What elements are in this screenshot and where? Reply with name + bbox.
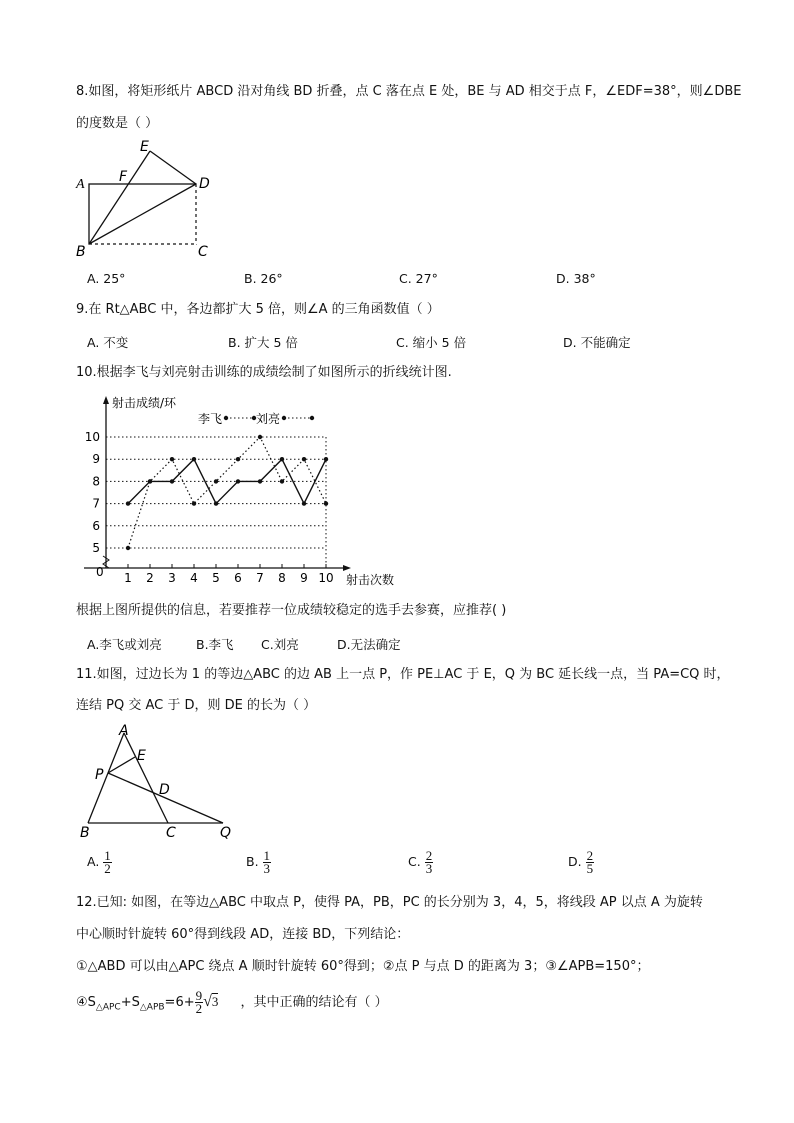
q12-text-line1: 12.已知: 如图，在等边△ABC 中取点 P，使得 PA，PB，PC 的长分别为 3，4，5，将线段 AP 以点 A 为旋转 xyxy=(76,895,703,910)
legend-label-2: 刘亮 xyxy=(256,412,281,426)
x-tick-10: 10 xyxy=(318,571,334,585)
chart-series xyxy=(126,435,328,550)
numerator: 1 xyxy=(263,848,271,863)
series-1-point-6 xyxy=(236,479,240,483)
series-2-point-6 xyxy=(236,457,240,461)
x-tick-2: 2 xyxy=(146,571,154,585)
fraction xyxy=(103,850,112,875)
x-axis-arrow xyxy=(343,565,351,571)
series-1-point-10 xyxy=(324,457,328,461)
q11-option-a[interactable] xyxy=(87,850,112,875)
x-tick-3: 3 xyxy=(168,571,176,585)
fraction xyxy=(263,850,272,875)
segment-be xyxy=(89,151,150,244)
legend-dot-end-2 xyxy=(310,416,314,420)
series-1-point-3 xyxy=(170,479,174,483)
q9-text: 9.在 Rt△ABC 中，各边都扩大 5 倍，则∠A 的三角函数值（ ） xyxy=(76,302,440,317)
fraction xyxy=(425,850,434,875)
series-1-point-5 xyxy=(214,501,218,505)
q9-option-d[interactable]: D. 不能确定 xyxy=(563,335,631,350)
x-axis-label: 射击次数 xyxy=(346,573,395,587)
denominator: 2 xyxy=(195,1001,203,1016)
axis-break xyxy=(103,556,109,568)
q8-text-line2: 的度数是（ ） xyxy=(76,116,159,131)
option-prefix: C. xyxy=(408,854,421,869)
q10-text: 10.根据李飞与刘亮射击训练的成绩绘制了如图所示的折线统计图. xyxy=(76,365,452,380)
denominator: 5 xyxy=(586,861,594,876)
q8-rectangle-fold-figure xyxy=(70,138,230,263)
sqrt-radicand: 3 xyxy=(211,994,219,1009)
fraction-nine-halves xyxy=(195,990,204,1015)
series-2-point-2 xyxy=(148,479,152,483)
denominator: 3 xyxy=(263,861,271,876)
q11-option-c[interactable] xyxy=(408,850,433,875)
label-e: E xyxy=(140,139,149,155)
segment-pq xyxy=(108,773,223,823)
label-b: B xyxy=(76,244,86,260)
q11-text-line1: 11.如图，过边长为 1 的等边△ABC 的边 AB 上一点 P，作 PE⊥AC 于 E，Q 为 BC 延长线一点，当 PA=CQ 时， xyxy=(76,667,730,682)
q11-option-d[interactable] xyxy=(568,850,594,875)
q9-option-b[interactable]: B. 扩大 5 倍 xyxy=(228,335,298,350)
series-1-point-9 xyxy=(302,501,306,505)
series-2-point-8 xyxy=(280,479,284,483)
equals-six-plus: =6+ xyxy=(164,995,195,1010)
series-1-point-7 xyxy=(258,479,262,483)
q11-option-b[interactable] xyxy=(246,850,271,875)
label-q: Q xyxy=(220,825,232,841)
denominator: 2 xyxy=(104,861,111,876)
numerator: 2 xyxy=(586,848,594,863)
y-axis-arrow xyxy=(103,396,109,404)
x-tick-9: 9 xyxy=(300,571,308,585)
series-1-point-4 xyxy=(192,457,196,461)
q10-question: 根据上图所提供的信息，若要推荐一位成绩较稳定的选手去参赛，应推荐( ) xyxy=(76,603,507,618)
series-2-point-5 xyxy=(214,479,218,483)
sqrt-symbol: √ xyxy=(203,993,212,1010)
y-axis-label: 射击成绩/环 xyxy=(112,396,177,410)
label-e: E xyxy=(137,748,146,764)
y-tick-5: 5 xyxy=(92,541,100,555)
option-prefix: A. xyxy=(87,854,100,869)
label-d: D xyxy=(199,176,210,192)
q9-option-a[interactable]: A. 不变 xyxy=(87,335,129,350)
x-tick-7: 7 xyxy=(256,571,264,585)
x-tick-1: 1 xyxy=(124,571,132,585)
series-1-point-8 xyxy=(280,457,284,461)
option-prefix: B. xyxy=(246,854,259,869)
numerator: 1 xyxy=(104,848,111,863)
label-p: P xyxy=(95,767,104,783)
q8-option-d[interactable]: D. 38° xyxy=(556,271,596,286)
q8-text-line1: 8.如图，将矩形纸片 ABCD 沿对角线 BD 折叠，点 C 落在点 E 处，BE 与 AD 相交于点 F，∠EDF=38°，则∠DBE xyxy=(76,84,742,99)
series-1-point-1 xyxy=(126,501,130,505)
q8-option-b[interactable]: B. 26° xyxy=(244,271,283,286)
y-tick-7: 7 xyxy=(92,496,100,511)
series-2-point-3 xyxy=(170,457,174,461)
s-symbol: ④S xyxy=(76,995,96,1010)
legend-label-1: 李飞 xyxy=(198,412,223,426)
numerator: 2 xyxy=(425,848,433,863)
series-2-point-1 xyxy=(126,546,130,550)
option-prefix: D. xyxy=(568,854,582,869)
q10-option-d[interactable]: D.无法确定 xyxy=(337,637,401,652)
q10-line-chart xyxy=(80,390,410,595)
segment-ac xyxy=(124,733,168,823)
label-d: D xyxy=(159,782,170,798)
subscript-apc: △APC xyxy=(95,1002,121,1013)
y-tick-8: 8 xyxy=(92,474,100,489)
q10-option-b[interactable]: B.李飞 xyxy=(196,637,234,652)
y-tick-10: 10 xyxy=(84,430,100,444)
q8-option-c[interactable]: C. 27° xyxy=(399,271,438,286)
label-c: C xyxy=(198,244,208,260)
x-tick-4: 4 xyxy=(190,571,198,585)
denominator: 3 xyxy=(425,861,433,876)
y-tick-6: 6 xyxy=(92,518,100,533)
q12-suffix: ，其中正确的结论有（ ） xyxy=(240,995,388,1010)
q8-option-a[interactable]: A. 25° xyxy=(87,271,126,286)
series-2-point-7 xyxy=(258,435,262,439)
label-f: F xyxy=(119,169,128,185)
chart-labels xyxy=(85,395,394,587)
y-tick-9: 9 xyxy=(92,452,100,467)
label-b: B xyxy=(80,825,90,841)
q10-option-c[interactable]: C.刘亮 xyxy=(261,637,299,652)
q9-option-c[interactable]: C. 缩小 5 倍 xyxy=(396,335,467,350)
q10-option-a[interactable]: A.李飞或刘亮 xyxy=(87,637,162,652)
segment-pe xyxy=(108,757,135,773)
origin-label: 0 xyxy=(96,565,104,579)
label-a: A xyxy=(76,177,85,192)
label-a: A xyxy=(119,723,129,739)
series-2-point-4 xyxy=(192,501,196,505)
plus-s: +S xyxy=(120,995,140,1010)
series-2-point-10 xyxy=(324,501,328,505)
x-tick-8: 8 xyxy=(278,571,286,585)
q12-text-line3: ①△ABD 可以由△APC 绕点 A 顺时针旋转 60°得到；②点 P 与点 D 的距离为 3；③∠APB=150°； xyxy=(76,959,650,974)
q11-triangle-figure xyxy=(75,722,245,842)
numerator: 9 xyxy=(195,988,203,1003)
q12-text-line4 xyxy=(76,990,388,1018)
series-2-point-9 xyxy=(302,457,306,461)
fraction xyxy=(586,850,595,875)
label-c: C xyxy=(166,825,176,841)
q11-text-line2: 连结 PQ 交 AC 于 D，则 DE 的长为（ ） xyxy=(76,698,317,713)
q12-text-line2: 中心顺时针旋转 60°得到线段 AD，连接 BD，下列结论： xyxy=(76,927,410,942)
segment-ed xyxy=(150,151,196,184)
diagonal-bd xyxy=(89,184,196,244)
x-tick-5: 5 xyxy=(212,571,220,585)
subscript-apb: △APB xyxy=(139,1002,165,1013)
x-tick-6: 6 xyxy=(234,571,242,585)
